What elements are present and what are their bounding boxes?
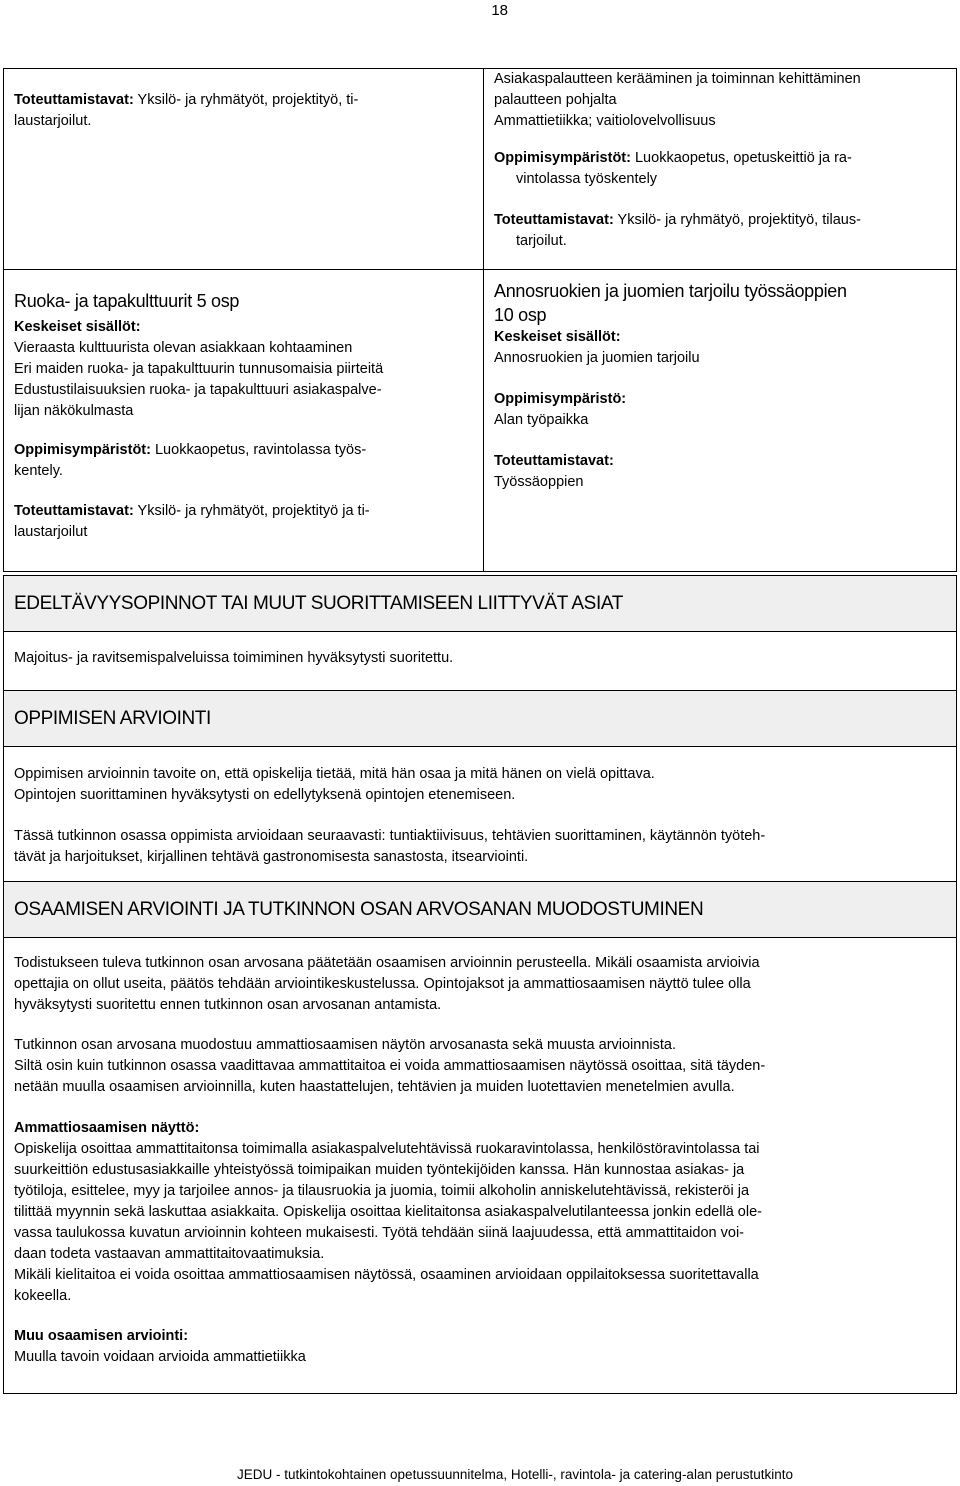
keskeiset-item: Vieraasta kulttuurista olevan asiakkaan kohtaaminen (14, 340, 353, 356)
toteuttamistavat-label: Toteuttamistavat: (494, 212, 614, 228)
page-footer: JEDU - tutkintokohtainen opetussuunnitelma, Hotelli-, ravintola- ja catering-alan perustutkinto (236, 1467, 794, 1482)
keskeiset-label: Keskeiset sisällöt: (494, 329, 621, 345)
toteuttamistavat-text: Yksilö- ja ryhmätyö, projektityö, tilaus- (613, 212, 861, 228)
toteuttamistavat-text-cont: laustarjoilut. (14, 113, 92, 129)
muodostuminen-line: hyväksytysti suoritettu ennen tutkinnon osan arvosanan antamista. (14, 997, 442, 1013)
oppimisymparistot-text: Luokkaopetus, opetuskeittiö ja ra- (630, 150, 852, 166)
muodostuminen-line: opettajia on ollut useita, päätös tehdään arviointikeskustelussa. Opintojaksot ja ammattiosaamisen näyttö tulee olla (14, 976, 751, 992)
toteuttamistavat-text: Yksilö- ja ryhmätyöt, projektityö ja ti- (133, 503, 370, 519)
toteuttamistavat-text: Työssäoppien (494, 474, 584, 490)
section-heading-arviointi: OPPIMISEN ARVIOINTI (4, 691, 956, 747)
naytto-line: Opiskelija osoittaa ammattitaitonsa toimimalla asiakaspalvelutehtävissä ruokaravintolassa, henkilöstöravintolassa tai (14, 1141, 760, 1157)
oppimisymparistot-label: Oppimisympäristöt: (494, 150, 631, 166)
oppimisymparistot-label: Oppimisympäristöt: (14, 442, 151, 458)
keskeiset-item: Eri maiden ruoka- ja tapakulttuurin tunnusomaisia piirteitä (14, 361, 384, 377)
left-toteuttamistavat (14, 90, 473, 132)
course-title-osp: 10 osp (494, 305, 547, 325)
arviointi-line: Oppimisen arvioinnin tavoite on, että opiskelija tietää, mitä hän osaa ja mitä hänen on vielä opittava. (14, 766, 655, 782)
muu-arviointi-label: Muu osaamisen arviointi: (14, 1328, 189, 1344)
muodostuminen-line: Todistukseen tuleva tutkinnon osan arvosana päätetään osaamisen arvioinnin perusteella. Mikäli osaamista arvioivia (14, 955, 760, 971)
left-toteuttamistavat (14, 501, 473, 543)
page-number: 18 (491, 2, 508, 19)
naytto-line: suurkeittiön edustusasiakkaille yhteistyössä toimipaikan muiden työntekijöiden kanssa. Hän kunnostaa asiakas- ja (14, 1162, 745, 1178)
arviointi-line: tävät ja harjoitukset, kirjallinen tehtävä gastronomisesta sanastosta, itsearviointi. (14, 849, 529, 865)
left-oppimisymparistot (14, 440, 473, 482)
oppimisymparisto-text: Alan työpaikka (494, 412, 589, 428)
right-content-line: Asiakaspalautteen kerääminen ja toiminnan kehittäminen (494, 71, 861, 87)
naytto-line: daan todeta vastaavan ammattitaitovaatimuksia. (14, 1246, 325, 1262)
toteuttamistavat-text: Yksilö- ja ryhmätyöt, projektityö, ti- (133, 92, 359, 108)
keskeiset-item: lijan näkökulmasta (14, 403, 134, 419)
oppimisymparisto-label: Oppimisympäristö: (494, 391, 627, 407)
course-row-2 (4, 270, 956, 572)
toteuttamistavat-label: Toteuttamistavat: (14, 92, 134, 108)
section-body-edeltavyys (4, 632, 956, 691)
right-toteuttamistavat (494, 210, 946, 252)
section-body-muodostuminen (4, 938, 956, 1368)
naytto-label: Ammattiosaamisen näyttö: (14, 1120, 200, 1136)
keskeiset-text: Annosruokien ja juomien tarjoilu (494, 350, 700, 366)
naytto-line: kokeella. (14, 1288, 72, 1304)
toteuttamistavat-label: Toteuttamistavat: (14, 503, 134, 519)
assessment-table (3, 575, 957, 1394)
right-content-line: Ammattietiikka; vaitiolovelvollisuus (494, 113, 716, 129)
toteuttamistavat-label: Toteuttamistavat: (494, 453, 614, 469)
section-heading-muodostuminen: OSAAMISEN ARVIOINTI JA TUTKINNON OSAN ARVOSANAN MUODOSTUMINEN (4, 882, 956, 938)
oppimisymparistot-text: Luokkaopetus, ravintolassa työs- (150, 442, 367, 458)
naytto-line: vassa taulukossa kuvatun arvioinnin kohteen mukaisesti. Työtä tehdään siinä laajuudessa, että ammattitaidon voi- (14, 1225, 744, 1241)
arviointi-line: Opintojen suorittaminen hyväksytysti on edellytyksenä opintojen etenemiseen. (14, 787, 516, 803)
row2-right-cell (484, 270, 956, 572)
muodostuminen-line: Siltä osin kuin tutkinnon osassa vaadittavaa ammattitaitoa ei voida ammattiosaamisen näytössä osoittaa, sitä täyden- (14, 1058, 766, 1074)
naytto-line: Mikäli kielitaitoa ei voida osoittaa ammattiosaamisen näytössä, osaaminen arvioidaan oppilaitoksessa suoritettavalla (14, 1267, 759, 1283)
oppimisymparistot-text-cont: vintolassa työskentely (516, 171, 658, 187)
course-row-1 (4, 69, 956, 270)
toteuttamistavat-text-cont: tarjoilut. (516, 233, 567, 249)
oppimisymparistot-text-cont: kentely. (14, 463, 63, 479)
naytto-line: työtiloja, esittelee, myy ja tarjoilee annos- ja tilausruokia ja juomia, toimii alkoholin anniskelutehtävissä, rekisteröi ja (14, 1183, 750, 1199)
row1-left-cell (4, 69, 484, 269)
naytto-line: tilittää myynnin sekä laskuttaa asiakkaita. Opiskelija osoittaa kielitaitonsa asiakaspalvelutilanteessa jonkin edellä ole- (14, 1204, 762, 1220)
course-table (3, 68, 957, 572)
course-title-annosruokien: Annosruokien ja juomien tarjoilu työssäoppien (494, 281, 847, 301)
row2-left-cell (4, 270, 484, 572)
muodostuminen-line: Tutkinnon osan arvosana muodostuu ammattiosaamisen näytön arvosanasta sekä muusta arvioinnista. (14, 1037, 676, 1053)
course-title-ruoka: Ruoka- ja tapakulttuurit 5 osp (14, 291, 240, 311)
row1-right-cell (484, 69, 956, 269)
arviointi-line: Tässä tutkinnon osassa oppimista arvioidaan seuraavasti: tuntiaktiivisuus, tehtävien suorittaminen, käytännön työteh- (14, 828, 766, 844)
muodostuminen-line: netään muulla osaamisen arvioinnilla, kuten haastattelujen, tehtävien ja muiden luotettavien menetelmien avulla. (14, 1079, 735, 1095)
keskeiset-item: Edustustilaisuuksien ruoka- ja tapakulttuuri asiakaspalve- (14, 382, 382, 398)
right-oppimisymparistot (494, 148, 946, 190)
section-body-arviointi (4, 747, 956, 882)
right-content-line: palautteen pohjalta (494, 92, 617, 108)
muu-arviointi-text: Muulla tavoin voidaan arvioida ammattietiikka (14, 1349, 306, 1365)
edeltavyys-text: Majoitus- ja ravitsemispalveluissa toimiminen hyväksytysti suoritettu. (14, 650, 454, 666)
toteuttamistavat-text-cont: laustarjoilut (14, 524, 88, 540)
section-heading-edeltavyys: EDELTÄVYYSOPINNOT TAI MUUT SUORITTAMISEEN LIITTYVÄT ASIAT (4, 576, 956, 632)
keskeiset-label: Keskeiset sisällöt: (14, 319, 141, 335)
